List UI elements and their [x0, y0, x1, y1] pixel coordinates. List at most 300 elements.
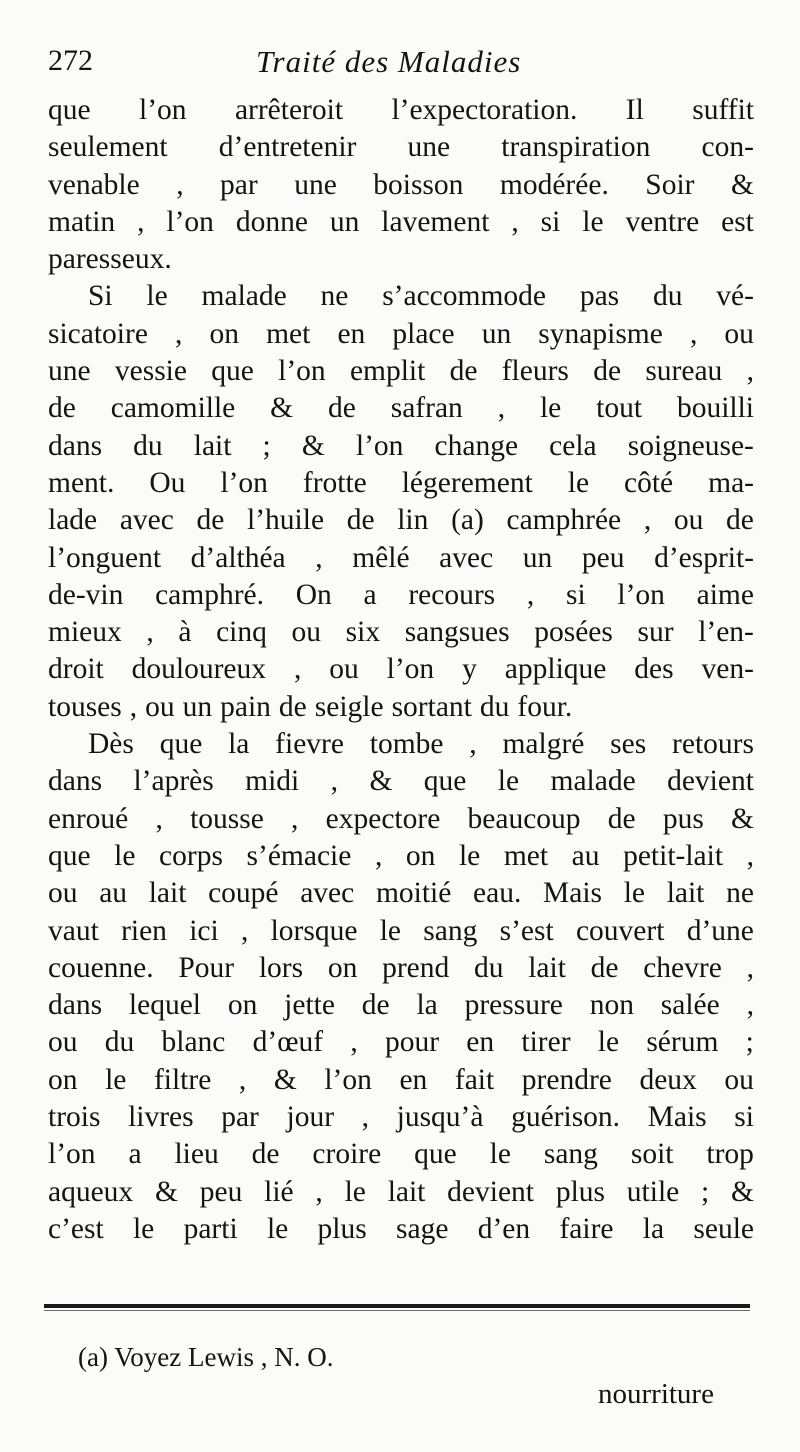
word: peu [581, 541, 625, 574]
footnote: (a) Voyez Lewis , N. O. [78, 1342, 334, 1372]
word: que [423, 765, 467, 798]
word: le [114, 839, 136, 872]
text-line [48, 1174, 754, 1211]
word: bouilli [676, 392, 754, 425]
word: Mais [647, 1101, 707, 1134]
word: Pour [178, 951, 235, 984]
word: l’on [386, 653, 435, 686]
word: fleurs [501, 355, 569, 388]
word: arrêteroit [234, 94, 344, 126]
word: couvert [575, 914, 665, 947]
word: frotte [302, 466, 367, 499]
word: la [416, 989, 438, 1022]
word: aime [696, 578, 754, 611]
word: que [48, 94, 91, 126]
word: & [154, 1175, 178, 1208]
word: posées [534, 616, 613, 649]
word: donne [235, 205, 308, 238]
word: par [221, 1101, 259, 1134]
word: le [344, 1175, 366, 1208]
word: ne [726, 877, 754, 910]
word: l’on [617, 578, 665, 611]
text-line [48, 801, 754, 838]
word: ; [701, 1175, 710, 1208]
word: on [48, 1063, 78, 1096]
word: emplit [349, 355, 426, 388]
word: ici [189, 914, 219, 947]
word: matin [48, 205, 116, 238]
word: que [414, 1138, 457, 1171]
word: , [374, 839, 383, 872]
word: synapisme [538, 317, 663, 350]
word: touses [48, 690, 122, 723]
word: camphrée [506, 504, 622, 537]
text-line [48, 353, 754, 390]
word: en [466, 1026, 495, 1059]
word: d’une [686, 914, 754, 947]
word: le [497, 765, 520, 798]
word: (a) [451, 504, 484, 537]
word: utile [626, 1175, 680, 1208]
word: le [539, 392, 562, 425]
word: lin [397, 504, 429, 537]
word: enroué [48, 802, 129, 835]
word: & [270, 392, 294, 425]
text-line [48, 204, 754, 241]
word: applique [504, 653, 607, 686]
word: en [337, 317, 366, 350]
word: Il [625, 94, 644, 126]
word: c’est [48, 1212, 104, 1245]
word: le [582, 205, 604, 238]
word: malade [201, 280, 287, 313]
word: sureau [645, 355, 723, 388]
word: plus [555, 1175, 605, 1208]
page-header [44, 40, 764, 86]
word: avec [119, 504, 174, 537]
word: , [330, 765, 339, 798]
word: du [479, 690, 510, 723]
word: le [379, 914, 402, 947]
word: peu [199, 1175, 243, 1208]
word: l’après [133, 765, 214, 798]
text-line [48, 1136, 754, 1173]
text-line [48, 651, 754, 688]
word: corps [159, 839, 223, 872]
word: par [220, 168, 258, 201]
word: ne [320, 280, 349, 313]
word: faire [559, 1212, 614, 1245]
word: , [240, 914, 249, 947]
word: l’on [48, 1138, 96, 1171]
word: recours [408, 578, 496, 611]
word: lequel [128, 989, 201, 1022]
word: & [301, 429, 325, 462]
word: ; [745, 1026, 754, 1059]
word: sortant [391, 690, 472, 723]
word: pas [579, 280, 620, 313]
text-line [48, 763, 754, 800]
word: le [146, 280, 168, 313]
word: l’expectoration. [391, 94, 578, 126]
word: de [196, 504, 225, 537]
word: d’althéa [190, 541, 286, 574]
word: droit [48, 653, 104, 686]
word: mêlé [352, 541, 410, 574]
word: chevre [643, 951, 722, 984]
word: le [623, 877, 645, 910]
text-line [48, 502, 754, 539]
word: si [565, 578, 586, 611]
word: mieux [48, 616, 122, 649]
word: aqueux [48, 1175, 134, 1208]
word: seule [693, 1212, 754, 1245]
word: un [481, 317, 512, 350]
word: lieu [174, 1138, 219, 1171]
word: de [346, 504, 375, 537]
word: on [209, 317, 239, 350]
word: trois [48, 1101, 101, 1134]
word: sang [543, 1138, 598, 1171]
word: & [273, 1063, 297, 1096]
word: le [489, 1138, 511, 1171]
word: met [503, 839, 549, 872]
word: du [133, 429, 163, 462]
word: trop [706, 1138, 754, 1171]
page-number: 272 [48, 44, 93, 77]
text-line [48, 726, 754, 763]
word: guérison. [511, 1101, 621, 1134]
word: s’accommode [382, 280, 547, 313]
text-line [48, 241, 754, 278]
word: ven- [701, 653, 754, 686]
word: expectore [325, 802, 441, 835]
word: safran [390, 392, 463, 425]
word: , [137, 205, 145, 238]
word: moitié [375, 877, 452, 910]
word: place [392, 317, 455, 350]
word: tousse [190, 802, 264, 835]
word: ; [262, 429, 271, 462]
word: du [104, 1026, 135, 1059]
word: venable [48, 168, 140, 201]
word: l’on [278, 355, 326, 388]
word: dans [48, 765, 103, 798]
word: tirer [521, 1026, 571, 1059]
word: & [369, 765, 393, 798]
word: que [159, 728, 203, 761]
footnote-rule-thin [44, 1310, 750, 1311]
word: pressure [464, 989, 563, 1022]
word: l’onguent [48, 541, 162, 574]
word: eau. [473, 877, 522, 910]
word: l’on [139, 94, 187, 126]
word: ventre [625, 205, 700, 238]
word: tombe [369, 728, 444, 761]
word: , [155, 802, 163, 835]
word: l’on [324, 1063, 372, 1096]
word: met [266, 317, 311, 350]
word: la [642, 1212, 665, 1245]
word: douloureux [131, 653, 267, 686]
word: sur [637, 616, 674, 649]
word: midi [245, 765, 300, 798]
word: devient [667, 765, 754, 798]
word: , [291, 802, 299, 835]
word: pain [220, 690, 271, 723]
word: on [327, 951, 358, 984]
word: une [407, 131, 451, 164]
word: beaucoup [467, 802, 581, 835]
catchword: nourriture [598, 1378, 714, 1410]
word: l’huile [247, 504, 325, 537]
text-line [48, 1062, 754, 1099]
word: , [643, 504, 652, 537]
word: pour [384, 1026, 440, 1059]
word: , [689, 317, 698, 350]
word: , [146, 616, 154, 649]
word: prend [382, 951, 450, 984]
word: jour [286, 1101, 335, 1134]
word: légerement [401, 466, 533, 499]
word: , [746, 839, 754, 872]
word: a [128, 1138, 142, 1171]
word: ou [329, 653, 359, 686]
word: un [522, 541, 553, 574]
word: couenne. [48, 951, 154, 984]
text-line [48, 465, 754, 502]
word: ou [48, 1026, 78, 1059]
word: malade [550, 765, 636, 798]
word: lait [193, 429, 232, 462]
word: , [469, 728, 477, 761]
text-line [48, 689, 754, 726]
word: y [462, 653, 477, 686]
word: prendre [521, 1063, 612, 1096]
word: , [746, 355, 754, 388]
word: le [597, 1026, 620, 1059]
word: , [315, 541, 323, 574]
word: Si [88, 280, 113, 313]
word: con- [701, 131, 754, 164]
word: , [746, 951, 754, 984]
word: ma- [708, 466, 754, 499]
text-line [48, 390, 754, 427]
word: , [293, 653, 302, 686]
word: modérée. [499, 168, 609, 201]
word: camphré. [155, 578, 265, 611]
word: au [99, 877, 128, 910]
footnote-rule [44, 1304, 750, 1308]
word: de [607, 802, 636, 835]
text-line [48, 1099, 754, 1136]
word: vessie [114, 355, 187, 388]
word: lié [264, 1175, 294, 1208]
word: coupé [208, 877, 279, 910]
text-line [48, 577, 754, 614]
word: croire [312, 1138, 382, 1171]
text-line [48, 278, 754, 315]
text-line [48, 950, 754, 987]
word: soigneuse- [627, 429, 754, 462]
word: petit-lait [623, 839, 724, 872]
word: avec [439, 541, 494, 574]
word: , [746, 989, 754, 1022]
word: deux [639, 1063, 697, 1096]
word: ou [48, 877, 78, 910]
text-line [48, 838, 754, 875]
body-text [48, 92, 754, 1248]
word: d’entretenir [218, 131, 357, 164]
word: d’œuf [252, 1026, 324, 1059]
word: & [730, 168, 754, 201]
word: seigle [314, 690, 384, 723]
word: , [238, 1063, 247, 1096]
word: lavement [381, 205, 490, 238]
word: & [731, 802, 754, 835]
word: côté [624, 466, 674, 499]
word: lait [387, 1175, 426, 1208]
text-line [48, 1211, 754, 1248]
word: vaut [48, 914, 99, 947]
word: plus [317, 1212, 367, 1245]
word: ou [673, 504, 704, 537]
word: paresseux. [48, 243, 172, 276]
word: boisson [373, 168, 464, 201]
word: des [634, 653, 674, 686]
word: d’esprit- [654, 541, 754, 574]
word: de-vin [48, 578, 124, 611]
word: blanc [161, 1026, 226, 1059]
word: sangsues [404, 616, 510, 649]
word: la [228, 728, 250, 761]
word: le [458, 839, 481, 872]
word: si [734, 1101, 754, 1134]
word: , [511, 205, 519, 238]
word: , [361, 1101, 370, 1134]
word: Ou [149, 466, 186, 499]
word: fievre [275, 728, 344, 761]
text-line [48, 875, 754, 912]
word: une [294, 168, 337, 201]
word: filtre [153, 1063, 212, 1096]
word: que [211, 355, 254, 388]
word: en [399, 1063, 428, 1096]
text-line [48, 987, 754, 1024]
word: , [526, 578, 535, 611]
word: seulement [48, 131, 168, 164]
word: une [48, 355, 91, 388]
word: ou [724, 1063, 754, 1096]
word: Mais [543, 877, 603, 910]
text-line [48, 316, 754, 353]
word: tout [596, 392, 643, 425]
text-line [48, 167, 754, 204]
word: le [567, 466, 590, 499]
word: cela [549, 429, 597, 462]
word: ou [291, 616, 322, 649]
word: , [350, 1026, 358, 1059]
word: l’on [166, 205, 214, 238]
word: sage [396, 1212, 449, 1245]
word: du [652, 280, 683, 313]
word: on [405, 839, 436, 872]
word: est [721, 205, 754, 238]
word: de [48, 392, 76, 425]
word: non [589, 989, 634, 1022]
word: de [590, 951, 619, 984]
word: dans [48, 429, 103, 462]
word: sicatoire [48, 317, 148, 350]
word: camomille [110, 392, 236, 425]
word: s’émacie [246, 839, 352, 872]
word: que [48, 839, 91, 872]
text-line [48, 129, 754, 166]
word: livres [128, 1101, 194, 1134]
word: de [726, 504, 754, 537]
word: ou [724, 317, 754, 350]
word: Soir [645, 168, 695, 201]
word: si [540, 205, 561, 238]
word: lait [666, 877, 705, 910]
word: ment. [48, 466, 115, 499]
word: salée [660, 989, 720, 1022]
word: ou [145, 690, 175, 723]
word: de [251, 1138, 280, 1171]
word: de [449, 355, 478, 388]
word: cinq [216, 616, 267, 649]
word: de [278, 690, 307, 723]
word: devient [447, 1175, 535, 1208]
word: du [473, 951, 504, 984]
word: dans [48, 989, 103, 1022]
word: lorsque [270, 914, 358, 947]
word: , [497, 392, 506, 425]
word: four. [517, 690, 573, 723]
word: un [182, 690, 213, 723]
word: , [176, 168, 184, 201]
word: change [434, 429, 519, 462]
word: ses [610, 728, 647, 761]
word: le [266, 1212, 289, 1245]
running-title: Traité des Maladies [256, 44, 522, 79]
word: s’est [499, 914, 554, 947]
word: suffit [692, 94, 754, 126]
word: malgré [502, 728, 585, 761]
word: lait [528, 951, 566, 984]
text-line [48, 1024, 754, 1061]
text-line [48, 92, 754, 129]
word: jette [284, 989, 335, 1022]
word: le [132, 1212, 155, 1245]
word: six [345, 616, 381, 649]
word: parti [183, 1212, 238, 1245]
word: a [363, 578, 377, 611]
word: de [361, 989, 390, 1022]
word: avec [300, 877, 355, 910]
word: jusqu’à [396, 1101, 484, 1134]
word: soit [630, 1138, 674, 1171]
text-line [48, 540, 754, 577]
word: & [731, 1175, 754, 1208]
word: à [178, 616, 192, 649]
text-line [48, 614, 754, 651]
word: de [593, 355, 622, 388]
word: sérum [646, 1026, 719, 1059]
word: un [329, 205, 360, 238]
word: vé- [716, 280, 754, 313]
word: l’en- [698, 616, 754, 649]
